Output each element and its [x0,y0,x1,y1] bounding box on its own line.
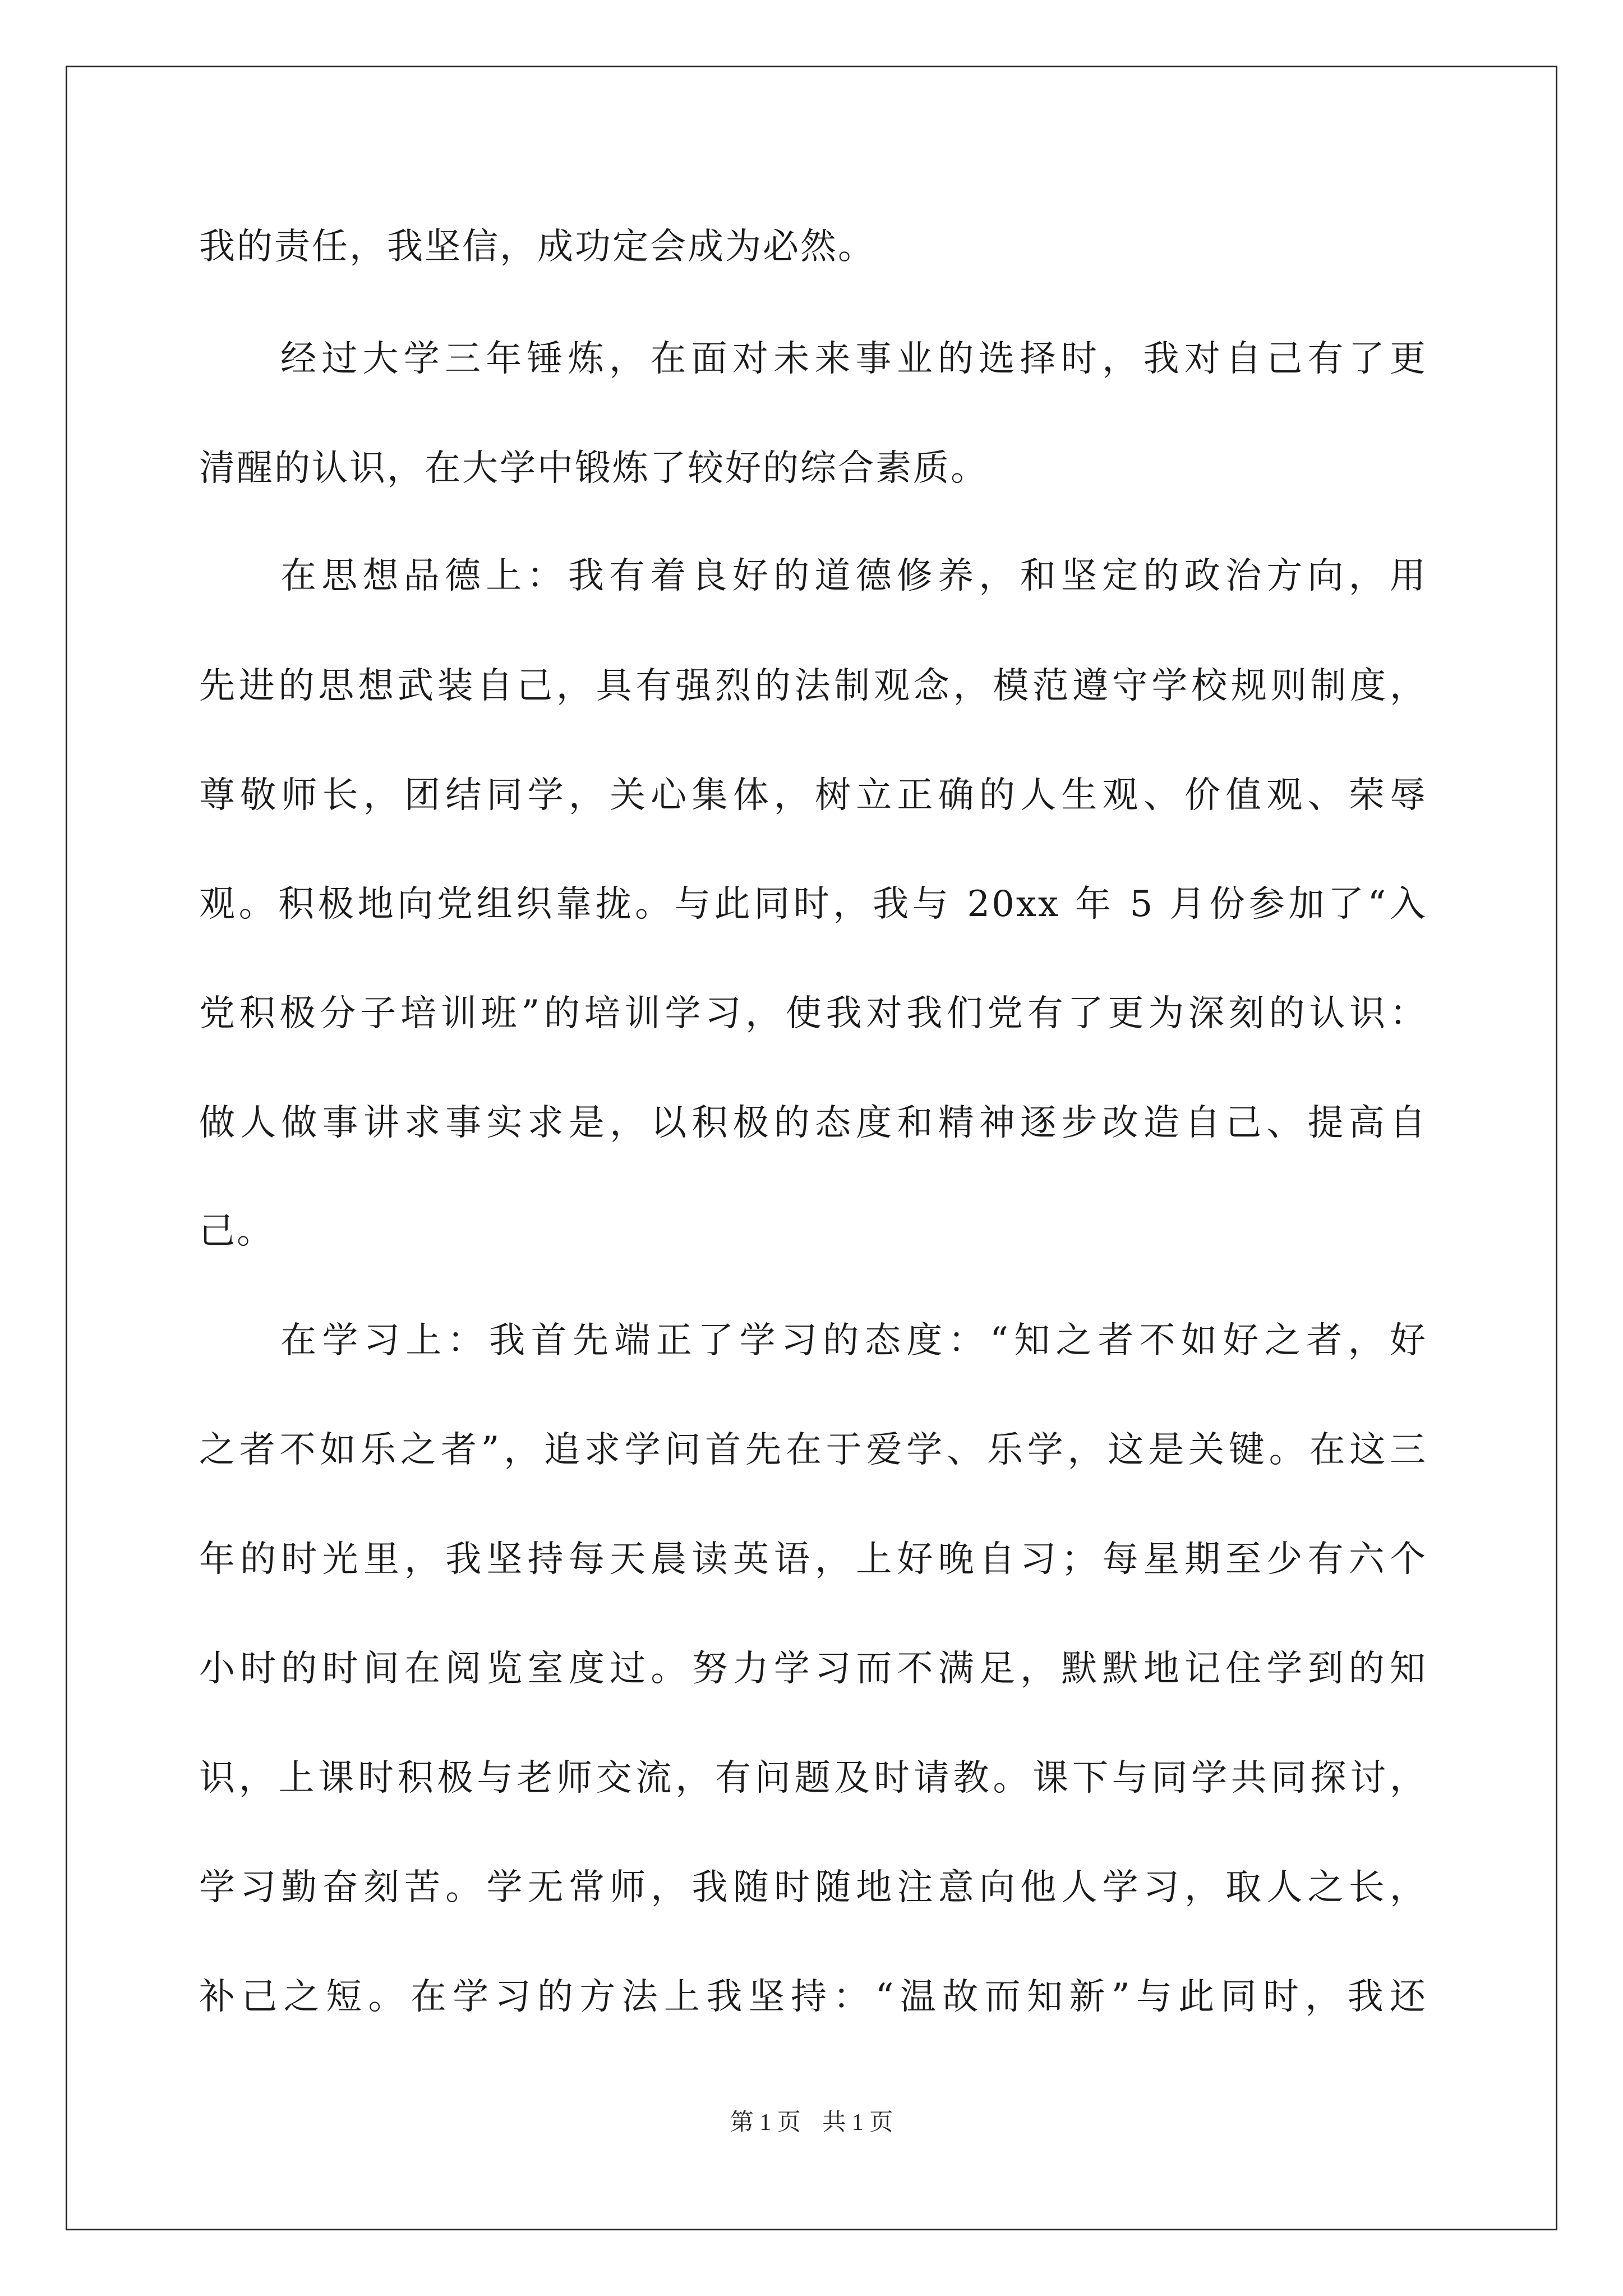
text-line: 小时的时间在阅览室度过。努力学习而不满足，默默地记住学到的知 [199,1648,1427,1690]
page-footer [0,2109,1623,2137]
text-line: 我的责任，我坚信，成功定会成为必然。 [199,226,875,268]
text-line: 党积极分子培训班”的培训学习，使我对我们党有了更为深刻的认识： [199,993,1427,1034]
text-line: 年的时光里，我坚持每天晨读英语，上好晚自习；每星期至少有六个 [199,1539,1427,1580]
text-line: 己。 [199,1211,274,1252]
text-line: 之者不如乐之者”，追求学问首先在于爱学、乐学，这是关键。在这三 [199,1429,1427,1471]
text-line: 识，上课时积极与老师交流，有问题及时请教。课下与同学共同探讨， [199,1757,1427,1799]
text-line: 补己之短。在学习的方法上我坚持：“温故而知新”与此同时，我还 [199,1976,1427,2018]
text-line: 在学习上：我首先端正了学习的态度：“知之者不如好之者，好 [280,1320,1427,1361]
page-total: 共 1 页 [822,2110,893,2136]
text-line: 清醒的认识，在大学中锻炼了较好的综合素质。 [199,448,988,489]
text-line: 学习勤奋刻苦。学无常师，我随时随地注意向他人学习，取人之长， [199,1867,1427,1908]
text-line: 在思想品德上：我有着良好的道德修养，和坚定的政治方向，用 [280,555,1427,597]
page-number: 第 1 页 [730,2110,801,2136]
text-line: 观。积极地向党组织靠拢。与此同时，我与 20xx 年 5 月份参加了“入 [199,884,1427,925]
text-line: 做人做事讲求事实求是，以积极的态度和精神逐步改造自己、提高自 [199,1102,1427,1144]
text-line: 先进的思想武装自己，具有强烈的法制观念，模范遵守学校规则制度， [199,665,1427,707]
text-line: 经过大学三年锤炼，在面对未来事业的选择时，我对自己有了更 [280,338,1427,380]
text-line: 尊敬师长，团结同学，关心集体，树立正确的人生观、价值观、荣辱 [199,775,1427,816]
